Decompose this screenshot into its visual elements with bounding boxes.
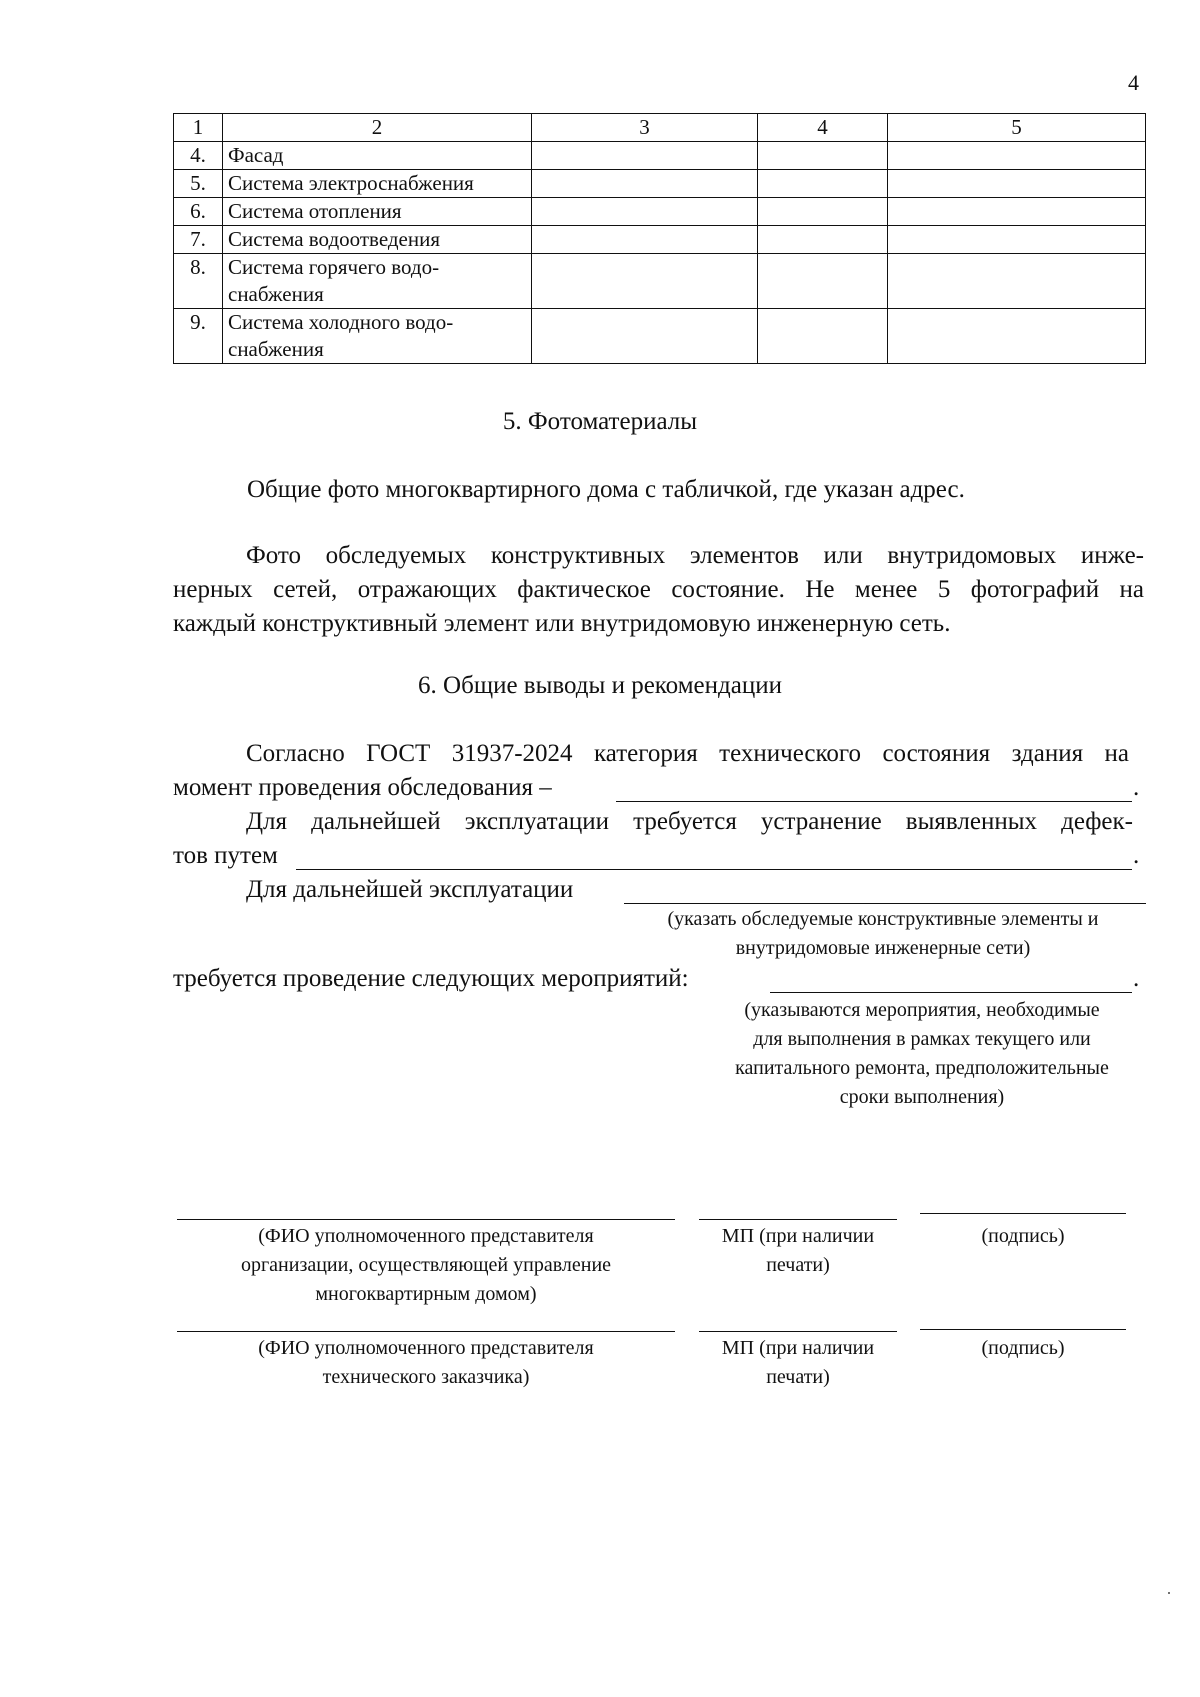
section6-line6: требуется проведение следующих мероприятий: [173, 965, 689, 992]
empty-cell [532, 170, 758, 198]
row-name: Система электроснабжения [223, 170, 532, 198]
empty-cell [888, 198, 1146, 226]
empty-cell [758, 142, 888, 170]
table-row [174, 198, 1146, 226]
empty-cell [888, 142, 1146, 170]
defects-blank-line [296, 869, 1132, 870]
sign-signature-line [920, 1213, 1126, 1214]
table-header-row [174, 114, 1146, 142]
section5-p2-line2: нерных сетей, отражающих фактическое состояние. Не менее 5 фотографий на [173, 576, 1144, 603]
table-row [174, 254, 1146, 309]
table-header-cell: 3 [532, 114, 758, 142]
row-name: Система горячего водо- снабжения [223, 254, 532, 309]
table-header-cell: 4 [758, 114, 888, 142]
stamp-caption-line: МП (при наличии [721, 1225, 875, 1247]
empty-cell [888, 226, 1146, 254]
empty-cell [532, 198, 758, 226]
table-row [174, 142, 1146, 170]
row-number: 5. [174, 170, 223, 198]
fio-caption-line: многоквартирным домом) [315, 1283, 537, 1305]
empty-cell [888, 170, 1146, 198]
section5-p2-line3: каждый конструктивный элемент или внутридомовую инженерную сеть. [173, 610, 951, 637]
empty-cell [532, 254, 758, 309]
stamp-signature-line [699, 1219, 897, 1220]
sign-caption: (подпись) [981, 1337, 1065, 1359]
fio-signature-line [177, 1331, 675, 1332]
note-measures-line1: (указываются мероприятия, необходимые [744, 999, 1100, 1021]
row-name: Фасад [223, 142, 532, 170]
stamp-signature-line [699, 1331, 897, 1332]
period: . [1133, 965, 1140, 992]
empty-cell [758, 170, 888, 198]
table-header-cell: 1 [174, 114, 223, 142]
row-number: 6. [174, 198, 223, 226]
note-elements-line1: (указать обследуемые конструктивные элементы и [667, 908, 1099, 930]
note-measures-line3: капитального ремонта, предположительные [735, 1057, 1109, 1079]
section6-line5: Для дальнейшей эксплуатации [246, 876, 574, 903]
empty-cell [888, 254, 1146, 309]
stamp-caption [699, 1222, 897, 1280]
note-measures [688, 996, 1156, 1112]
empty-cell [888, 309, 1146, 364]
table-row [174, 226, 1146, 254]
sign-caption: (подпись) [981, 1225, 1065, 1247]
row-number: 8. [174, 254, 223, 309]
row-name: Система холодного водо- снабжения [223, 309, 532, 364]
empty-cell [532, 142, 758, 170]
table-row [174, 170, 1146, 198]
fio-caption [177, 1334, 675, 1392]
category-blank-line [616, 801, 1132, 802]
section6-line3: Для дальнейшей эксплуатации требуется устранение выявленных дефек- [246, 808, 1133, 835]
stamp-caption [699, 1334, 897, 1392]
period: . [1133, 774, 1140, 801]
fio-caption-line: организации, осуществляющей управление [240, 1254, 612, 1276]
fio-signature-line [177, 1219, 675, 1220]
fio-caption [177, 1222, 675, 1309]
row-number: 9. [174, 309, 223, 364]
fio-caption-line: технического заказчика) [322, 1366, 530, 1388]
note-elements [610, 905, 1156, 963]
sign-signature-line [920, 1329, 1126, 1330]
table-row [174, 309, 1146, 364]
section6-line2: момент проведения обследования – [173, 774, 552, 801]
fio-caption-line: (ФИО уполномоченного представителя [258, 1337, 594, 1359]
empty-cell [758, 226, 888, 254]
measures-blank-line [770, 992, 1132, 993]
table-header-cell: 2 [223, 114, 532, 142]
fio-caption-line: (ФИО уполномоченного представителя [258, 1225, 594, 1247]
period: . [1133, 842, 1140, 869]
row-number: 7. [174, 226, 223, 254]
section6-title: 6. Общие выводы и рекомендации [418, 672, 782, 699]
row-name: Система водоотведения [223, 226, 532, 254]
inspection-table [173, 113, 1146, 364]
empty-cell [758, 309, 888, 364]
note-measures-line4: сроки выполнения) [839, 1086, 1005, 1108]
empty-cell [758, 198, 888, 226]
section6-line1: Согласно ГОСТ 31937-2024 категория технического состояния здания на [246, 740, 1129, 767]
section5-p1: Общие фото многоквартирного дома с табличкой, где указан адрес. [247, 476, 965, 503]
empty-cell [532, 309, 758, 364]
note-elements-line2: внутридомовые инженерные сети) [735, 937, 1031, 959]
section5-p2-line1: Фото обследуемых конструктивных элементов или внутридомовых инже- [246, 542, 1144, 569]
note-measures-line2: для выполнения в рамках текущего или [753, 1028, 1091, 1050]
empty-cell [758, 254, 888, 309]
empty-cell [532, 226, 758, 254]
stamp-caption-line: печати) [766, 1254, 830, 1276]
section5-title: 5. Фотоматериалы [502, 408, 698, 435]
stamp-caption-line: МП (при наличии [721, 1337, 875, 1359]
elements-blank-line [624, 903, 1146, 904]
row-name: Система отопления [223, 198, 532, 226]
section6-line4: тов путем [173, 842, 278, 869]
scan-speck [1168, 1592, 1170, 1594]
row-number: 4. [174, 142, 223, 170]
table-header-cell: 5 [888, 114, 1146, 142]
page-number: 4 [1128, 70, 1139, 95]
stamp-caption-line: печати) [766, 1366, 830, 1388]
